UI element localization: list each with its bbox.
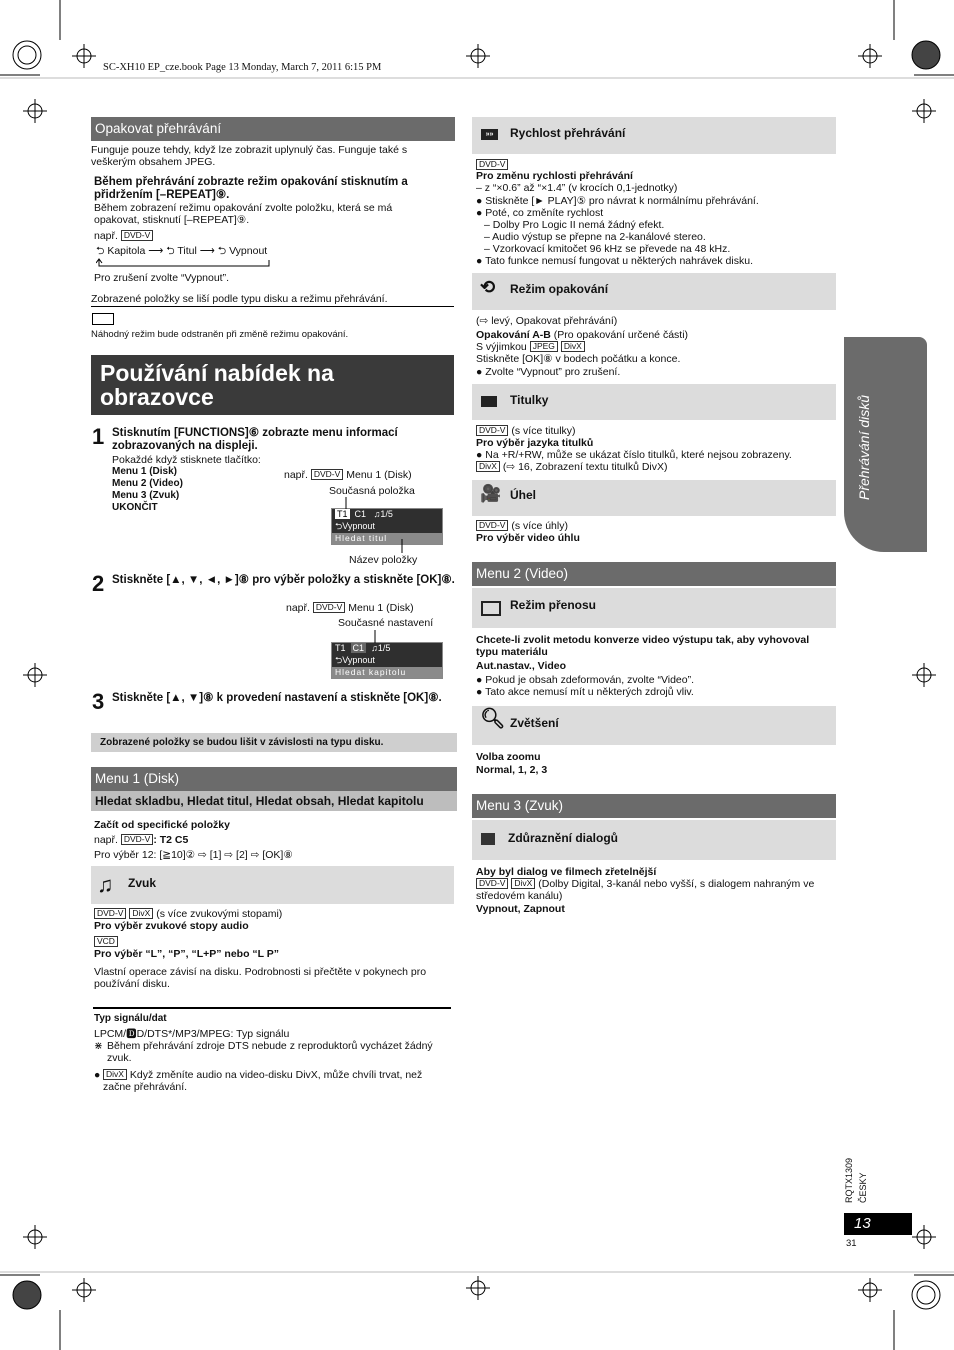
repeat-icon: ⟲ bbox=[480, 277, 496, 297]
divx-tag: DivX bbox=[511, 878, 535, 889]
osd-chapter: C1 bbox=[352, 643, 365, 653]
menu-list-item: Menu 3 (Zvuk) bbox=[112, 490, 180, 501]
step2-number: 2 bbox=[92, 571, 105, 596]
jpeg-tag: JPEG bbox=[530, 341, 558, 352]
sub-page-number: 31 bbox=[846, 1238, 857, 1249]
repeat-select-text: Během zobrazení režimu opakování zvolte položku, která se má opakovat, stisknutí [–REPEAT]⑨. bbox=[94, 202, 393, 226]
speed-dash-1: – Dolby Pro Logic II nemá žádný efekt. bbox=[484, 219, 665, 231]
select-12-instruction: Pro výběr 12: [≧10]② ⇨ [1] ⇨ [2] ⇨ [OK]⑧ bbox=[94, 849, 293, 861]
bullet-icon: ● bbox=[94, 1069, 101, 1081]
section-menu1: Menu 1 (Disk) bbox=[91, 767, 457, 791]
repeat-mode-ref: (⇨ levý, Opakovat přehrávání) bbox=[476, 315, 618, 327]
start-from-item: Začít od specifické položky bbox=[94, 819, 230, 831]
divx-tag: DivX bbox=[129, 908, 153, 919]
signal-line: LPCM/🅳D/DTS*/MP3/MPEG: Typ signálu bbox=[94, 1028, 290, 1040]
page-title bbox=[91, 355, 454, 415]
sound-item-bar bbox=[91, 866, 454, 904]
speed-bullet-1: ● Stiskněte [► PLAY]⑤ pro návrat k normálnímu přehrávání. bbox=[476, 195, 759, 207]
dvd-v-tag: DVD-V bbox=[476, 159, 508, 170]
asterisk-icon: ⋇ bbox=[94, 1040, 103, 1052]
language-label: ČESKY bbox=[858, 1172, 868, 1203]
osd-bottom: Hledat kapitolu bbox=[332, 667, 442, 678]
transfer-label: Režim přenosu bbox=[510, 598, 597, 612]
bullet-icon: ● bbox=[476, 195, 486, 207]
repeat-icon: ⮌ bbox=[335, 521, 343, 531]
repeat-icon: ⮌ bbox=[166, 245, 175, 257]
section-menu3: Menu 3 (Zvuk) bbox=[472, 794, 836, 818]
example-menu: Menu 1 (Disk) bbox=[348, 602, 414, 614]
dvd-v-tag: DVD-V bbox=[476, 520, 508, 531]
osd-callout-line bbox=[370, 630, 380, 644]
step1-menu-list bbox=[112, 466, 183, 514]
divx-audio-note bbox=[103, 1069, 448, 1093]
vcd-tag: VCD bbox=[94, 936, 118, 947]
subtitles-icon bbox=[481, 396, 497, 407]
ab-press: Stiskněte [OK]⑧ v bodech počátku a konce. bbox=[476, 353, 681, 365]
item-name-label: Název položky bbox=[349, 554, 418, 566]
repeat-icon: ⮌ bbox=[335, 655, 343, 665]
bullet-icon: ● bbox=[476, 449, 486, 461]
repeat-note: Zobrazené položky se liší podle typu disku a režimu přehrávání. bbox=[91, 293, 388, 305]
repeat-example bbox=[94, 230, 153, 242]
subtitles-bar bbox=[472, 384, 836, 420]
dialog-speaker-icon bbox=[481, 833, 495, 845]
camera-icon: 🎥 bbox=[480, 484, 502, 503]
menu1-search-bar: Hledat skladbu, Hledat titul, Hledat obsah, Hledat kapitolu bbox=[91, 791, 457, 811]
osd-title: T1 bbox=[337, 509, 348, 519]
repeat-mode-bar bbox=[472, 273, 836, 310]
book-header: SC-XH10 EP_cze.book Page 13 Monday, March 7, 2011 6:15 PM bbox=[103, 62, 382, 73]
sound-multi-text: (s více zvukovými stopami) bbox=[156, 908, 283, 920]
ab-cancel: ● Zvolte “Vypnout” pro zrušení. bbox=[476, 366, 621, 378]
dialog-options: Vypnout, Zapnout bbox=[476, 903, 565, 915]
page-title-line1: Používání nabídek na bbox=[100, 360, 334, 386]
note-book-icon bbox=[92, 313, 114, 325]
current-item-label: Současná položka bbox=[329, 485, 415, 497]
menu-list-item: Menu 1 (Disk) bbox=[112, 466, 178, 477]
divx-tag: DivX bbox=[476, 461, 500, 472]
angle-label: Úhel bbox=[510, 488, 537, 502]
bullet-icon: ● bbox=[476, 366, 486, 378]
example-label: např. bbox=[284, 469, 308, 481]
step1-number: 1 bbox=[92, 424, 105, 449]
dialog-bar bbox=[472, 820, 836, 860]
transfer-bullet-1: ● Pokud je obsah zdeformován, zvolte “Video”. bbox=[476, 674, 695, 686]
osd-repeat: Vypnout bbox=[342, 655, 375, 665]
side-tab-label: Přehrávání disků bbox=[856, 394, 872, 500]
dvd-v-tag: DVD-V bbox=[313, 602, 345, 613]
cycle-return-arrow bbox=[96, 258, 272, 268]
section-title-repeat: Opakovat přehrávání bbox=[91, 117, 455, 141]
angle-bar bbox=[472, 480, 836, 516]
ab-repeat: Opakování A-B (Pro opakování určené části) bbox=[476, 329, 689, 341]
speed-item-bar bbox=[472, 117, 836, 154]
repeat-icon: ⮌ bbox=[96, 245, 105, 257]
angle-multi: DVD-V (s více úhly) bbox=[476, 520, 568, 532]
repeat-icon: ⮌ bbox=[217, 245, 227, 257]
osd-chapter: C1 bbox=[354, 509, 367, 519]
transfer-text: Chcete-li zvolit metodu konverze video výstupu tak, aby vyhovoval typu materiálu bbox=[476, 634, 810, 658]
music-note-icon: ♫ bbox=[97, 872, 114, 897]
osd-callout-lines bbox=[340, 497, 410, 557]
subtitles-title: Pro výběr jazyka titulků bbox=[476, 437, 594, 449]
example-label: např. bbox=[286, 602, 310, 614]
sound-multi bbox=[94, 908, 282, 920]
page-title-line2: obrazovce bbox=[100, 384, 214, 410]
example-label: např. bbox=[94, 834, 118, 846]
repeat-cancel: Pro zrušení zvolte “Vypnout”. bbox=[94, 272, 230, 284]
sound-lr: Pro výběr “L”, “P”, “L+P” nebo “L P” bbox=[94, 948, 280, 960]
zoom-title: Volba zoomu bbox=[476, 751, 541, 763]
seq-chapter: Kapitola bbox=[107, 245, 146, 257]
step2-example bbox=[286, 602, 414, 614]
angle-title: Pro výběr video úhlu bbox=[476, 532, 580, 544]
osd-count: ♫1/5 bbox=[371, 643, 391, 653]
section-menu2: Menu 2 (Video) bbox=[472, 562, 836, 586]
subtitles-multi: DVD-V (s více titulky) bbox=[476, 425, 576, 437]
repeat-bold-instruction: Během přehrávání zobrazte režim opakování stisknutím a přidržením [–REPEAT]⑨. bbox=[94, 176, 408, 201]
page-number: 13 bbox=[844, 1213, 912, 1235]
except-line: S výjimkou JPEG DivX bbox=[476, 341, 585, 353]
dialog-text: DVD-V DivX (Dolby Digital, 3-kanál nebo vyšší, s dialogem nahraným ve středovém kanálu) bbox=[476, 878, 815, 902]
divx-tag: DivX bbox=[561, 341, 585, 352]
doc-code: RQTX1309 bbox=[844, 1157, 854, 1203]
step3-text: Stiskněte [▲, ▼]⑧ k provedení nastavení a stiskněte [OK]⑧. bbox=[112, 692, 442, 704]
example-value: : T2 C5 bbox=[153, 834, 189, 846]
seq-title: Titul bbox=[177, 245, 197, 257]
step1-example bbox=[284, 469, 412, 481]
step3-number: 3 bbox=[92, 689, 105, 714]
speed-label: Rychlost přehrávání bbox=[510, 126, 626, 140]
transfer-bar bbox=[472, 588, 836, 628]
sound-label: Zvuk bbox=[128, 876, 157, 890]
speed-title: Pro změnu rychlosti přehrávání bbox=[476, 170, 633, 182]
menu-list-item: UKONČIT bbox=[112, 502, 158, 513]
arrow-icon: ⟶ bbox=[148, 245, 164, 257]
magnifier-icon: 🔍︎ bbox=[480, 708, 506, 730]
menu-list-item: Menu 2 (Video) bbox=[112, 478, 183, 489]
bullet-icon: ● bbox=[476, 255, 486, 267]
osd-title: T1 bbox=[335, 643, 346, 653]
items-vary-note: Zobrazené položky se budou lišit v závislosti na typu disku. bbox=[91, 733, 457, 752]
osd-count: ♫1/5 bbox=[373, 509, 393, 519]
sound-own-operation: Vlastní operace závisí na disku. Podrobnosti si přečtěte v pokynech pro používání disku. bbox=[94, 966, 427, 990]
dvd-v-tag: DVD-V bbox=[121, 230, 153, 241]
speed-dash-2: – Audio výstup se přepne na 2-kanálové stereo. bbox=[484, 231, 706, 243]
dvd-v-tag: DVD-V bbox=[476, 425, 508, 436]
zoom-label: Zvětšení bbox=[510, 716, 559, 730]
step1-text: Stisknutím [FUNCTIONS]⑥ zobrazte menu informací zobrazovaných na displeji. bbox=[112, 427, 398, 452]
dvd-v-tag: DVD-V bbox=[311, 469, 343, 480]
zoom-bar bbox=[472, 706, 836, 745]
current-setting-label: Současné nastavení bbox=[338, 617, 434, 629]
start-example bbox=[94, 834, 188, 846]
divx-audio-text: Když změníte audio na video-disku DivX, může chvíli trvat, než začne přehrávání. bbox=[103, 1069, 423, 1093]
dvd-v-tag: DVD-V bbox=[94, 908, 126, 919]
repeat-sequence bbox=[96, 245, 267, 257]
step2-text: Stiskněte [▲, ▼, ◄, ►]⑧ pro výběr položky a stiskněte [OK]⑧. bbox=[112, 574, 455, 586]
dts-note: Během přehrávání zdroje DTS nebude z reproduktorů vycházet žádný zvuk. bbox=[107, 1040, 433, 1064]
signal-title: Typ signálu/dat bbox=[94, 1013, 167, 1024]
osd-repeat: Vypnout bbox=[342, 521, 375, 531]
bullet-icon: ● bbox=[476, 674, 486, 686]
bullet-icon: ● bbox=[476, 207, 486, 219]
dvd-v-tag: DVD-V bbox=[121, 834, 153, 845]
osd-display-2 bbox=[331, 642, 443, 679]
divider bbox=[91, 306, 454, 307]
transfer-options: Aut.nastav., Video bbox=[476, 660, 567, 672]
dialog-label: Zdůraznění dialogů bbox=[508, 831, 618, 845]
speed-dash-3: – Vzorkovací kmitočet 96 kHz se převede na 48 kHz. bbox=[484, 243, 731, 255]
subtitles-label: Titulky bbox=[510, 393, 549, 407]
transfer-icon bbox=[481, 601, 501, 616]
zoom-options: Normal, 1, 2, 3 bbox=[476, 764, 548, 776]
transfer-bullet-2: ● Tato akce nemusí mít u některých zdrojů vliv. bbox=[476, 686, 694, 698]
dvd-v-tag: DVD-V bbox=[476, 878, 508, 889]
sound-select: Pro výběr zvukové stopy audio bbox=[94, 920, 249, 932]
repeat-mode-label: Režim opakování bbox=[510, 282, 609, 296]
fast-forward-icon: »» bbox=[481, 129, 498, 140]
divx-tag: DivX bbox=[103, 1069, 127, 1080]
subtitles-divx: DivX (⇨ 16, Zobrazení textu titulků DivX) bbox=[476, 461, 668, 473]
osd-bottom: Hledat titul bbox=[332, 533, 442, 544]
step1-sub: Pokaždé když stisknete tlačítko: bbox=[112, 454, 261, 466]
speed-range: – z “×0.6” až “×1.4” (v krocích 0,1-jednotky) bbox=[476, 182, 678, 194]
repeat-intro: Funguje pouze tehdy, když lze zobrazit uplynulý čas. Funguje také s veškerým obsahem JPEG. bbox=[91, 144, 408, 168]
example-label: např. bbox=[94, 230, 118, 242]
dialog-title: Aby byl dialog ve filmech zřetelnější bbox=[476, 866, 657, 878]
seq-off: Vypnout bbox=[229, 245, 268, 257]
random-note: Náhodný režim bude odstraněn při změně režimu opakování. bbox=[91, 329, 349, 340]
arrow-icon: ⟶ bbox=[199, 245, 215, 257]
divider bbox=[93, 1007, 451, 1009]
bullet-icon: ● bbox=[476, 686, 486, 698]
subtitles-bullet: ● Na +R/+RW, může se ukázat číslo titulků, které nejsou zobrazeny. bbox=[476, 449, 792, 461]
speed-bullet-3: ● Tato funkce nemusí fungovat u některých nahrávek disku. bbox=[476, 255, 753, 267]
speed-bullet-2: ● Poté, co změníte rychlost bbox=[476, 207, 604, 219]
example-menu: Menu 1 (Disk) bbox=[346, 469, 412, 481]
